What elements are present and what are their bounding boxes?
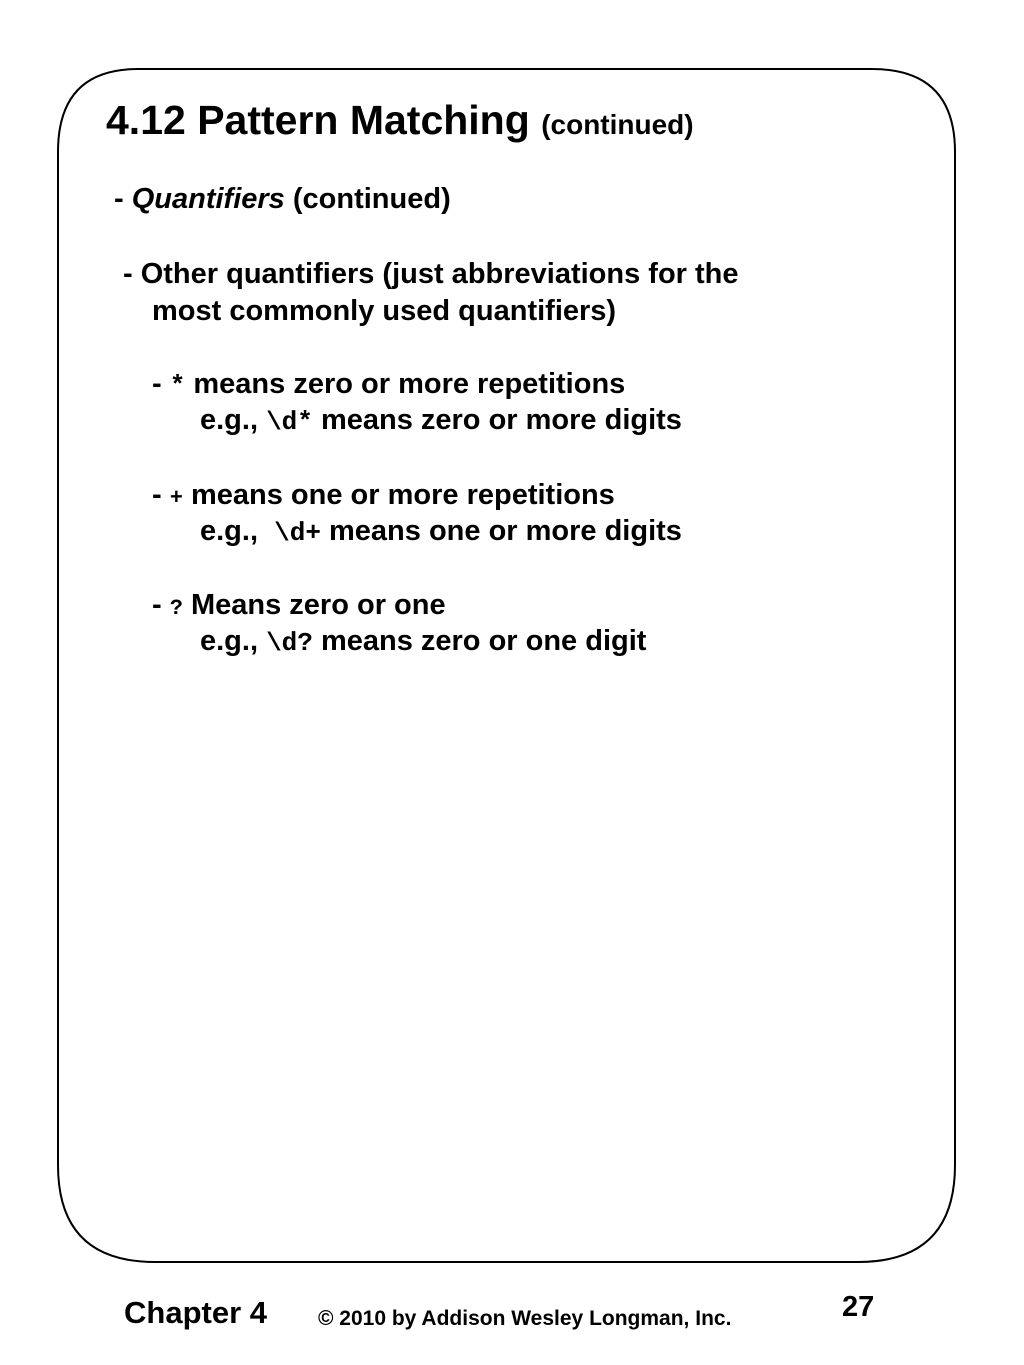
quantifier-star-symbol: * bbox=[169, 371, 186, 401]
quantifier-plus-text: means one or more repetitions bbox=[182, 479, 615, 511]
quantifier-plus-example bbox=[200, 517, 682, 546]
quantifier-plus-symbol: + bbox=[169, 486, 183, 511]
subheading-suffix: (continued) bbox=[284, 183, 451, 215]
subheading bbox=[114, 185, 451, 214]
subheading-dash: - bbox=[114, 183, 132, 215]
footer-page-number: 27 bbox=[842, 1291, 875, 1323]
quantifier-question-example-text: means zero or one digit bbox=[312, 625, 647, 657]
quantifier-plus-line bbox=[152, 481, 615, 510]
quantifier-star-dash: - bbox=[152, 368, 170, 400]
quantifier-plus-example-prefix: e.g., bbox=[200, 515, 275, 547]
slide-title-suffix: (continued) bbox=[541, 109, 694, 140]
subheading-term: Quantifiers bbox=[131, 183, 285, 215]
quantifier-plus-dash: - bbox=[152, 479, 170, 511]
quantifier-star-example-code: \d* bbox=[266, 407, 313, 437]
quantifier-plus-example-code: \d+ bbox=[274, 518, 321, 548]
quantifier-star-text: means zero or more repetitions bbox=[185, 368, 626, 400]
intro-line-2: most commonly used quantifiers) bbox=[152, 295, 617, 327]
quantifier-star-example-text: means zero or more digits bbox=[312, 404, 682, 436]
quantifier-question-dash: - bbox=[152, 589, 170, 621]
footer-copyright: © 2010 by Addison Wesley Longman, Inc. bbox=[318, 1307, 732, 1330]
slide-title-text: 4.12 Pattern Matching bbox=[106, 97, 530, 143]
slide-title bbox=[106, 97, 694, 143]
quantifier-question-example bbox=[200, 627, 646, 656]
quantifier-question-line bbox=[152, 591, 446, 620]
intro-line-1: - Other quantifiers (just abbreviations for the bbox=[123, 258, 739, 290]
footer-chapter: Chapter 4 bbox=[124, 1295, 267, 1330]
quantifier-question-text: Means zero or one bbox=[182, 589, 446, 621]
quantifier-star-example-prefix: e.g., bbox=[200, 404, 267, 436]
quantifier-question-example-code: \d? bbox=[266, 628, 313, 658]
quantifier-star-line bbox=[152, 370, 625, 399]
quantifier-plus-example-text: means one or more digits bbox=[320, 515, 682, 547]
quantifier-question-symbol: ? bbox=[169, 596, 183, 621]
quantifier-star-example bbox=[200, 406, 682, 435]
quantifier-question-example-prefix: e.g., bbox=[200, 625, 267, 657]
